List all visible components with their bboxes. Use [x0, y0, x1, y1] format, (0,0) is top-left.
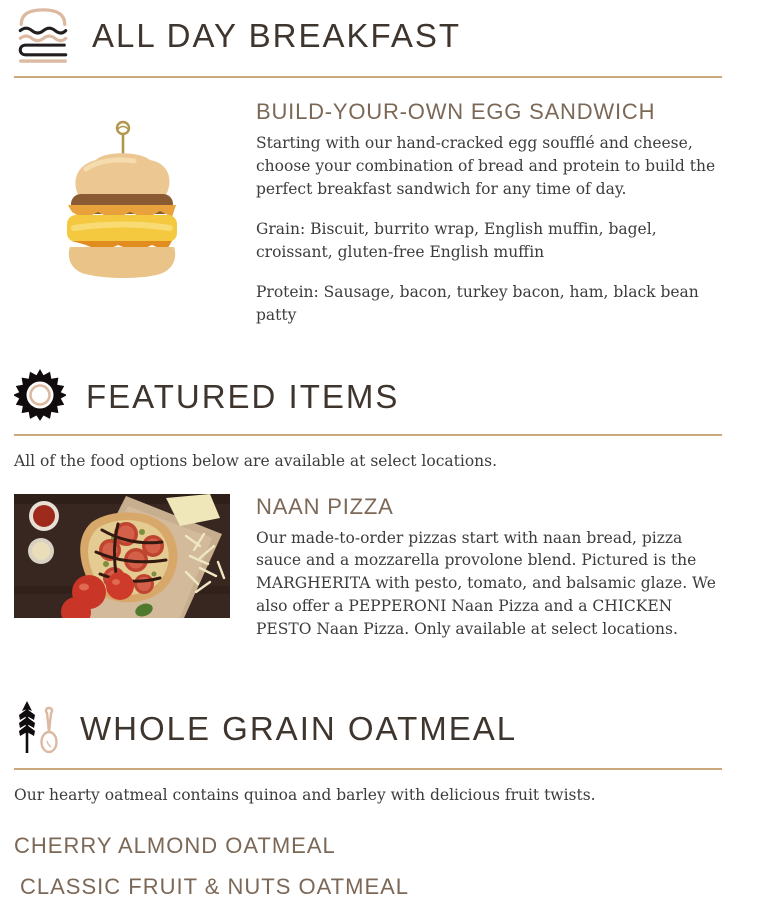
- egg-sandwich-menu-item: [14, 99, 722, 327]
- section-divider: [14, 76, 722, 78]
- oatmeal-section-title: WHOLE GRAIN OATMEAL: [80, 710, 518, 748]
- section-gap: [14, 641, 722, 699]
- naan-pizza-text: [256, 494, 722, 642]
- section-gap: [14, 327, 722, 369]
- egg-sandwich-text: [256, 99, 722, 327]
- classic-fruit-nuts-oatmeal-title: CLASSIC FRUIT & NUTS OATMEAL: [20, 874, 410, 900]
- section-divider: [14, 434, 722, 436]
- oatmeal-section-note: Our hearty oatmeal contains quinoa and barley with delicious fruit twists.: [14, 786, 596, 805]
- oatmeal-section-header: [14, 699, 722, 759]
- naan-pizza-title: NAAN PIZZA: [256, 493, 394, 519]
- breakfast-section-header: [14, 5, 722, 67]
- naan-pizza-menu-item: [14, 494, 722, 642]
- featured-section-note: All of the food options below are available at select locations.: [14, 451, 498, 470]
- section-divider: [14, 768, 722, 770]
- egg-sandwich-grain-options: Grain: Biscuit, burrito wrap, English muffin, bagel, croissant, gluten-free English muffin: [256, 219, 657, 261]
- breakfast-section-title: ALL DAY BREAKFAST: [92, 17, 462, 54]
- naan-pizza-description: Our made-to-order pizzas start with naan bread, pizza sauce and a mozzarella provolone blend. Pictured is the MARGHERITA with pesto, tomato, and balsamic glaze. We also offer a PEPPERONI Naan Pizza and a CHICKEN PESTO Naan Pizza. Only available at select locations.: [256, 528, 716, 639]
- sun-burst-icon: [14, 369, 66, 425]
- egg-sandwich-photo: [14, 99, 230, 327]
- wheat-and-spoon-icon: [14, 699, 60, 759]
- featured-section-header: [14, 369, 722, 425]
- featured-section-title: FEATURED ITEMS: [86, 377, 400, 415]
- egg-sandwich-description: Starting with our hand-cracked egg soufflé and cheese, choose your combination of bread and protein to build the perfect breakfast sandwich for any time of day.: [256, 134, 716, 198]
- sandwich-stack-icon: [14, 5, 72, 67]
- naan-pizza-photo: [14, 494, 230, 642]
- egg-sandwich-title: BUILD-YOUR-OWN EGG SANDWICH: [256, 99, 656, 124]
- cherry-almond-oatmeal-title: CHERRY ALMOND OATMEAL: [14, 833, 336, 859]
- egg-sandwich-protein-options: Protein: Sausage, bacon, turkey bacon, ham, black bean patty: [256, 282, 699, 324]
